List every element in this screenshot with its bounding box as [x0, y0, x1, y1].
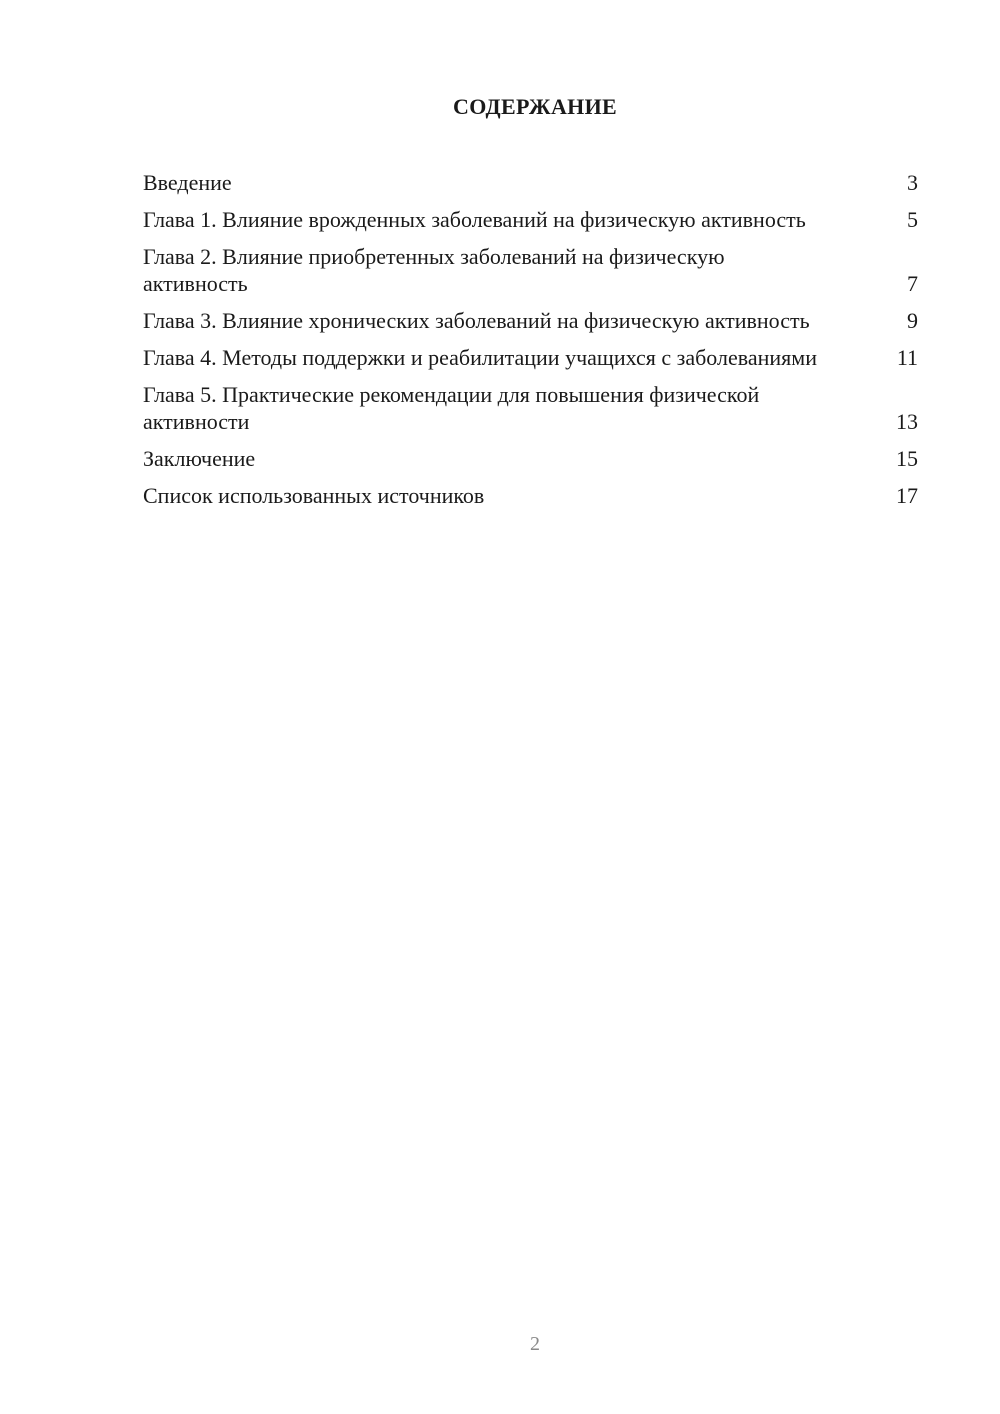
toc-entry-page: 13: [896, 409, 918, 434]
toc-entry-text: Список использованных источников: [143, 483, 485, 508]
toc-entry-chapter-3: [143, 307, 918, 334]
toc-entry-page: 15: [896, 446, 918, 471]
toc-entry-text: Заключение: [143, 446, 256, 471]
toc-entry-chapter-1: [143, 206, 918, 233]
toc-title: СОДЕРЖАНИЕ: [453, 94, 617, 119]
toc-entry-text: Глава 3. Влияние хронических заболеваний на физическую активность: [143, 308, 810, 333]
toc-entry-chapter-5: [143, 381, 918, 435]
toc-entry-text: Глава 5. Практические рекомендации для повышения физической активности: [143, 382, 760, 434]
toc-entry-chapter-4: [143, 344, 918, 371]
toc-entry-text: Глава 1. Влияние врожденных заболеваний на физическую активность: [143, 207, 806, 232]
toc-entry-text: Глава 2. Влияние приобретенных заболеваний на физическую активность: [143, 244, 725, 296]
toc-entry-page: 5: [907, 207, 918, 232]
toc-entry-page: 11: [896, 345, 918, 370]
toc-entry-conclusion: [143, 445, 918, 472]
toc-entry-page: 3: [907, 170, 918, 195]
toc-entry-page: 17: [896, 483, 918, 508]
toc-entry-introduction: [143, 169, 918, 196]
toc-entry-text: Глава 4. Методы поддержки и реабилитации учащихся с заболеваниями: [143, 345, 817, 370]
toc-entry-page: 7: [907, 271, 918, 296]
toc-entry-references: [143, 482, 918, 509]
toc-entry-chapter-2: [143, 243, 918, 297]
page-number: 2: [530, 1333, 540, 1355]
toc-entry-text: Введение: [143, 170, 232, 195]
table-of-contents: [143, 169, 918, 519]
toc-entry-page: 9: [907, 308, 918, 333]
